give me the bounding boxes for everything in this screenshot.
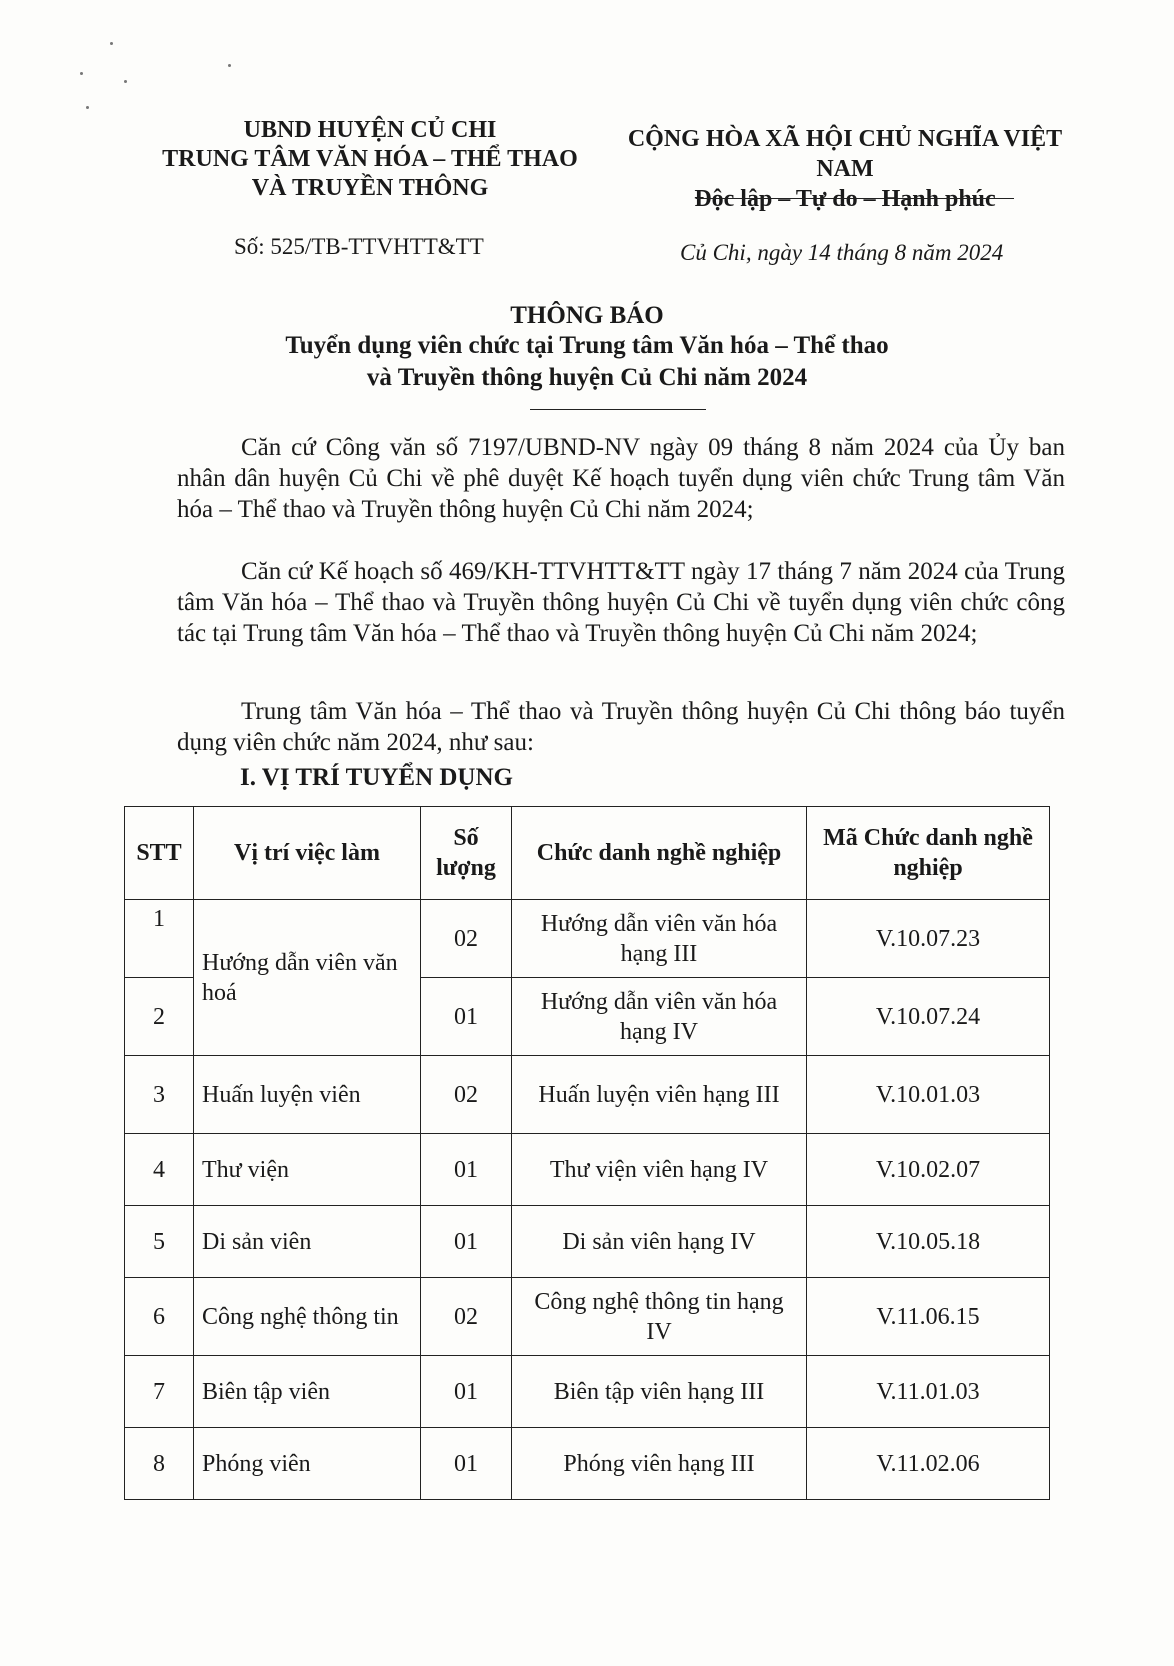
table-row [125, 1356, 1050, 1428]
cell-position: Thư viện [194, 1134, 421, 1206]
header-job-title: Chức danh nghề nghiệp [512, 807, 807, 900]
cell-quantity: 02 [421, 900, 512, 978]
notice-subtitle-line-2: và Truyền thông huyện Củ Chi năm 2024 [366, 364, 808, 391]
cell-quantity: 01 [421, 1134, 512, 1206]
cell-quantity: 01 [421, 978, 512, 1056]
cell-job-code: V.11.06.15 [807, 1278, 1050, 1356]
header-position: Vị trí việc làm [194, 807, 421, 900]
cell-job-title: Huấn luyện viên hạng III [512, 1056, 807, 1134]
cell-stt: 8 [125, 1428, 194, 1500]
paragraph-basis-1: Căn cứ Công văn số 7197/UBND-NV ngày 09 tháng 8 năm 2024 của Ủy ban nhân dân huyện Củ Chi về phê duyệt Kế hoạch tuyển dụng viên chức Trung tâm Văn hóa – Thể thao và Truyền thông huyện Củ Chi năm 2024; [177, 434, 1065, 523]
cell-quantity: 01 [421, 1206, 512, 1278]
cell-job-title: Biên tập viên hạng III [512, 1356, 807, 1428]
cell-job-code: V.10.05.18 [807, 1206, 1050, 1278]
cell-position: Công nghệ thông tin [194, 1278, 421, 1356]
cell-quantity: 02 [421, 1278, 512, 1356]
cell-job-title: Công nghệ thông tin hạng IV [512, 1278, 807, 1356]
cell-quantity: 02 [421, 1056, 512, 1134]
table-row [125, 1278, 1050, 1356]
header-job-code: Mã Chức danh nghề nghiệp [807, 807, 1050, 900]
notice-subtitle-line-1: Tuyển dụng viên chức tại Trung tâm Văn hóa – Thể thao [285, 332, 889, 359]
scan-speck [110, 42, 113, 45]
cell-quantity: 01 [421, 1356, 512, 1428]
nation-name: CỘNG HÒA XÃ HỘI CHỦ NGHĨA VIỆT NAM [627, 126, 1063, 182]
org-line-2: TRUNG TÂM VĂN HÓA – THỂ THAO [162, 146, 578, 172]
motto-underline [696, 198, 1014, 199]
cell-job-code: V.10.01.03 [807, 1056, 1050, 1134]
cell-job-code: V.10.07.23 [807, 900, 1050, 978]
cell-stt: 1 [125, 900, 194, 978]
scan-speck [124, 80, 127, 83]
header-quantity: Số lượng [421, 807, 512, 900]
table-row [125, 1206, 1050, 1278]
table-row [125, 1056, 1050, 1134]
cell-job-title: Di sản viên hạng IV [512, 1206, 807, 1278]
scan-speck [86, 106, 89, 109]
cell-stt: 2 [125, 978, 194, 1056]
document-date: Củ Chi, ngày 14 tháng 8 năm 2024 [680, 240, 1004, 265]
cell-job-title: Hướng dẫn viên văn hóa hạng III [512, 900, 807, 978]
table-row [125, 1134, 1050, 1206]
cell-job-code: V.11.01.03 [807, 1356, 1050, 1428]
scan-speck [228, 64, 231, 67]
cell-stt: 7 [125, 1356, 194, 1428]
section-heading: I. VỊ TRÍ TUYỂN DỤNG [240, 764, 513, 791]
cell-position: Huấn luyện viên [194, 1056, 421, 1134]
cell-job-title: Phóng viên hạng III [512, 1428, 807, 1500]
paragraph-basis-2: Căn cứ Kế hoạch số 469/KH-TTVHTT&TT ngày 17 tháng 7 năm 2024 của Trung tâm Văn hóa – Thể thao và Truyền thông huyện Củ Chi về tuyển dụng viên chức công tác tại Trung tâm Văn hóa – Thể thao và Truyền thông huyện Củ Chi năm 2024; [177, 558, 1065, 647]
scan-speck [80, 72, 83, 75]
issuing-organization [150, 116, 590, 203]
table-header-row [125, 807, 1050, 900]
org-line-1: UBND HUYỆN CỦ CHI [243, 117, 497, 143]
notice-title: THÔNG BÁO [510, 302, 664, 329]
cell-position: Phóng viên [194, 1428, 421, 1500]
cell-stt: 3 [125, 1056, 194, 1134]
national-heading [600, 124, 1090, 214]
table-row [125, 1428, 1050, 1500]
cell-stt: 6 [125, 1278, 194, 1356]
cell-job-code: V.10.02.07 [807, 1134, 1050, 1206]
cell-job-title: Hướng dẫn viên văn hóa hạng IV [512, 978, 807, 1056]
cell-job-code: V.10.07.24 [807, 978, 1050, 1056]
cell-position: Di sản viên [194, 1206, 421, 1278]
cell-stt: 5 [125, 1206, 194, 1278]
table-row [125, 900, 1050, 978]
cell-position: Biên tập viên [194, 1356, 421, 1428]
document-number: Số: 525/TB-TTVHTT&TT [234, 234, 484, 259]
recruitment-table [124, 806, 1050, 1500]
cell-stt: 4 [125, 1134, 194, 1206]
national-motto: Độc lập – Tự do – Hạnh phúc [694, 186, 996, 212]
header-stt: STT [125, 807, 194, 900]
cell-job-code: V.11.02.06 [807, 1428, 1050, 1500]
paragraph-announcement: Trung tâm Văn hóa – Thể thao và Truyền thông huyện Củ Chi thông báo tuyển dụng viên chức năm 2024, như sau: [177, 698, 1065, 756]
org-line-3: VÀ TRUYỀN THÔNG [251, 175, 489, 201]
cell-job-title: Thư viện viên hạng IV [512, 1134, 807, 1206]
title-underline [530, 409, 706, 410]
cell-quantity: 01 [421, 1428, 512, 1500]
cell-position: Hướng dẫn viên văn hoá [194, 900, 421, 1056]
